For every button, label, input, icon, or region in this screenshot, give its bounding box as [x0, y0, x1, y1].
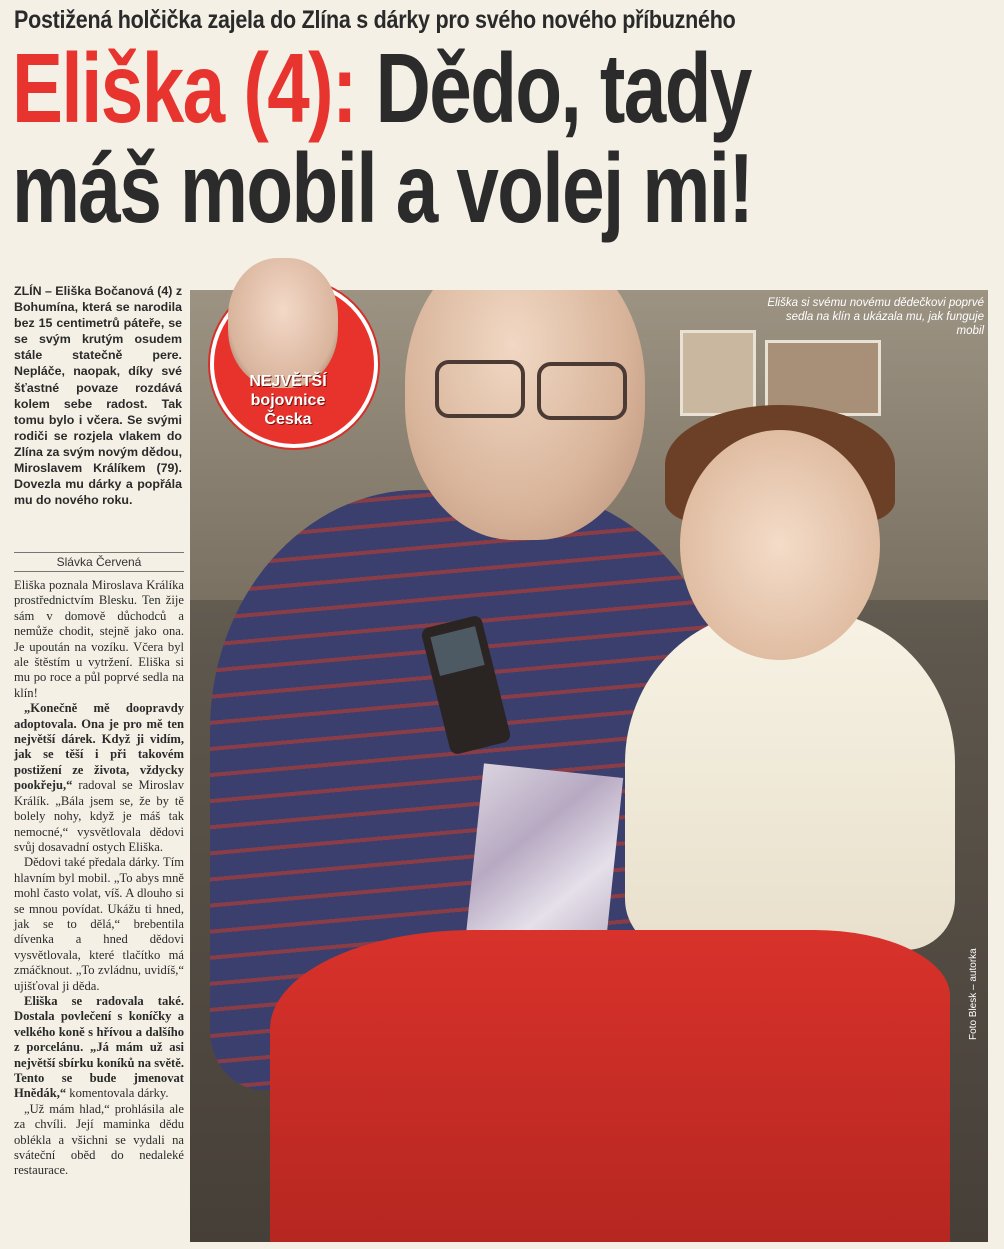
article-body — [14, 578, 184, 1179]
article-headline — [12, 33, 780, 243]
body-paragraph — [14, 701, 184, 855]
body-paragraph: „Už mám hlad,“ prohlásila ale za chvíli. Její maminka dědu oblékla a všichni se vydali na sváteční oběd do nedaleké restaurace. — [14, 1101, 184, 1178]
headline-red-part: Eliška (4): — [12, 33, 356, 143]
article-lead: ZLÍN – Eliška Bočanová (4) z Bohumína, která se narodila bez 15 centimetrů páteře, se se svým krutým osudem stále statečně pere. Nepláče, naopak, díky své šťastné povaze rozdává kolem sebe radost. Tak tomu bylo i včera. Se svými rodiči se rozjela vlakem do Zlína za svým novým dědou, Miroslavem Králíkem (79). Dovezla mu dárky a popřála mu do nového roku. — [14, 284, 183, 508]
quote-rest: radoval se Miroslav Králík. „Bála jsem se, že by tě bolely nohy, když je máš tak nemocné,“ vysvětlovala dědovi svůj dosavadní ostych Eliška. — [14, 778, 184, 854]
badge-line-3: Česka — [264, 411, 312, 428]
body-paragraph: Eliška poznala Miroslava Králíka prostřednictvím Blesku. Ten žije sám v domově důchodců a nemůže chodit, stejně jako ona. Je upoután na vozíku. Včera byl ale štěstím u vytržení. Eliška si mu po roce a půl poprvé sedla na klín! — [14, 578, 184, 700]
girl-body — [625, 610, 955, 950]
body-paragraph: Dědovi také předala dárky. Tím hlavním byl mobil. „To abys mně mohl často volat, víš. A dlouho si se mnou povídat. Ukážu ti hned, jak se to dělá,“ brebentila dívenka a hned dědovi vysvětlovala, které tlačítko má zmáčknout. „To zvládnu, uvidíš,“ ujišťoval ji děda. — [14, 855, 184, 993]
phone-screen — [430, 626, 484, 676]
photo-caption: Eliška si svému novému dědečkovi poprvé sedla na klín a ukázala mu, jak funguje mobil — [767, 297, 984, 337]
badge-line-1: NEJVĚTŠÍ — [249, 373, 327, 390]
badge-label — [228, 372, 348, 429]
quote-bold: Eliška se radovala také. Dostala povlečení s koníčky a velkého koně s hřívou a dalšího z porcelánu. „Já mám už asi největší sbírku koníků na světě. Tento se bude jmenovat Hnědák,“ — [14, 993, 184, 1101]
photo-wall-picture — [680, 330, 756, 416]
quote-bold: „Konečně mě doopravdy adoptovala. Ona je pro mě ten největší dárek. Když ji vidím, jak se těší i při takovém postižení ze života, vždycky pookřeju,“ — [14, 701, 184, 793]
headline-dark-part-1: Dědo, tady — [355, 33, 751, 143]
headline-dark-part-2: máš mobil a volej mi! — [12, 133, 753, 243]
glasses-left — [435, 360, 525, 418]
badge-line-2: bojovnice — [250, 392, 326, 409]
badge-portrait — [228, 258, 338, 388]
girl-head — [680, 430, 880, 660]
red-blanket — [270, 930, 950, 1242]
article-byline: Slávka Červená — [14, 552, 184, 572]
body-paragraph — [14, 994, 184, 1102]
article-kicker: Postižená holčička zajela do Zlína s dárky pro svého nového příbuzného — [14, 6, 736, 34]
quote-rest: komentovala dárky. — [66, 1086, 169, 1101]
glasses-right — [537, 362, 627, 420]
photo-credit: Foto Blesk – autorka — [968, 948, 979, 1040]
